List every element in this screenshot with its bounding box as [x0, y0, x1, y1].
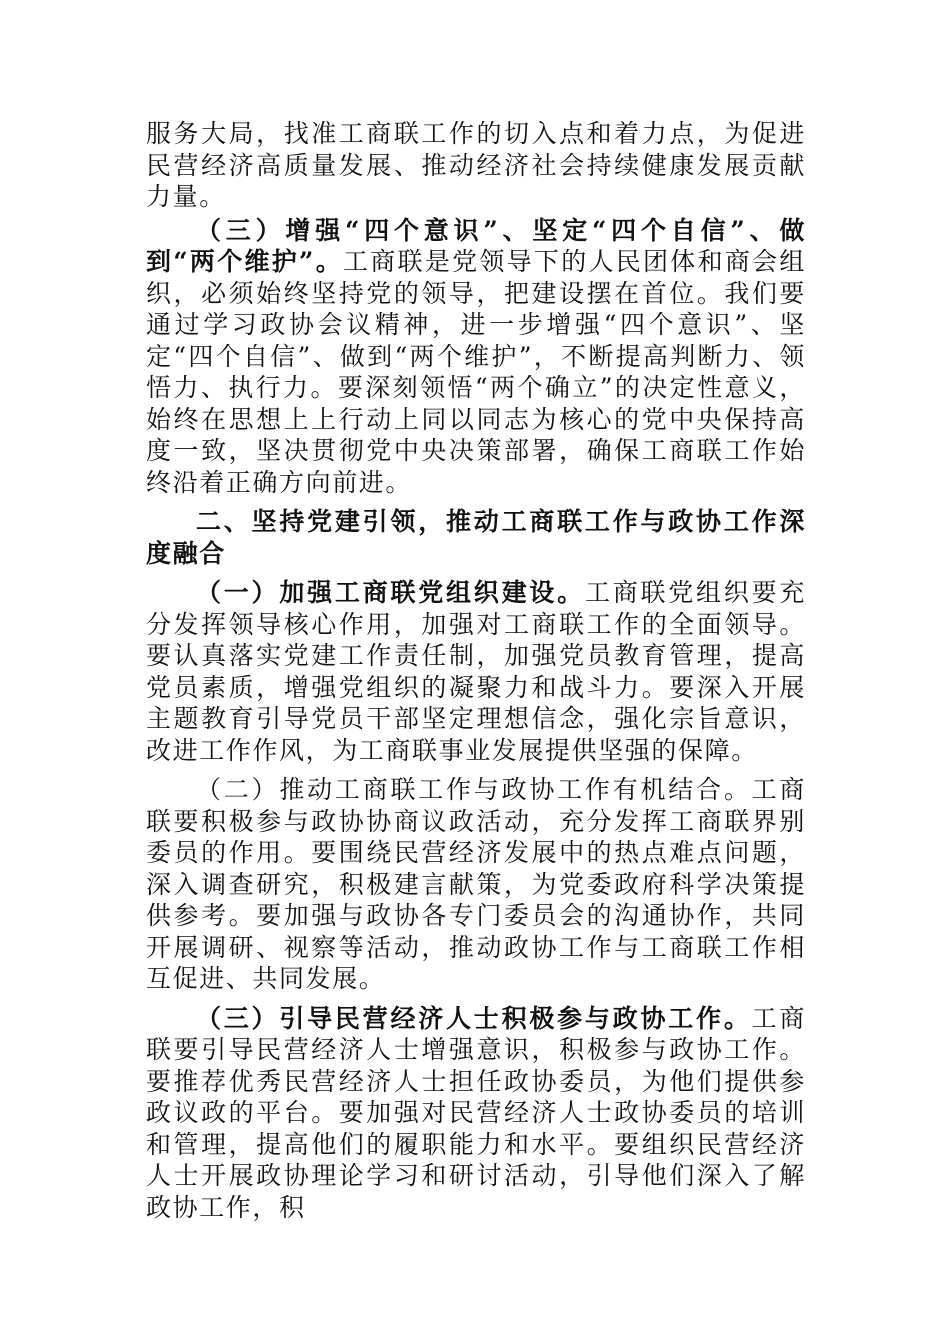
document-body — [146, 118, 806, 1223]
paragraph-combine-work — [146, 774, 806, 995]
paragraph-text: 服务大局，找准工商联工作的切入点和着力点，为促进民营经济高质量发展、推动经济社会持续健康发展贡献力量。 — [146, 119, 806, 211]
paragraph-private-economy — [146, 1003, 806, 1224]
paragraph-continuation — [146, 118, 806, 213]
paragraph-text: 工商联是党领导下的人民团体和商会组织，必须始终坚持党的领导，把建设摆在首位。我们要通过学习政协会议精神，进一步增强“四个意识”、坚定“四个自信”、做到“两个维护”，不断提高判断力、领悟力、执行力。要深刻领悟“两个确立”的决定性意义，始终在思想上上行动上同以同志为核心的党中央保持高度一致，坚决贯彻党中央决策部署，确保工商联工作始终沿着正确方向前进。 — [146, 247, 807, 497]
section-heading: 二、坚持党建引领，推动工商联工作与政协工作深度融合 — [146, 507, 806, 568]
paragraph-party-building — [146, 577, 806, 766]
paragraph-text: 工商联要引导民营经济人士增强意识，积极参与政协工作。要推荐优秀民营经济人士担任政协委员，为他们提供参政议政的平台。要加强对民营经济人士政协委员的培训和管理，提高他们的履职能力和水平。要组织民营经济人士开展政协理论学习和研讨活动，引导他们深入了解政协工作，积 — [146, 1003, 806, 1222]
paragraph-text: （二）推动工商联工作与政协工作有机结合。工商联要积极参与政协协商议政活动，充分发挥工商联界别委员的作用。要围绕民营经济发展中的热点难点问题，深入调查研究，积极建言献策，为党委政府科学决策提供参考。要加强与政协各专门委员会的沟通协作，共同开展调研、视察等活动，推动政协工作与工商联工作相互促进、共同发展。 — [146, 775, 806, 993]
paragraph-lead: （三）增强“四个意识”、坚定“四个自信”、做到“两个维护”。 — [146, 215, 806, 276]
paragraph-lead: （一）加强工商联党组织建设。 — [196, 578, 585, 607]
paragraph-four-consciousness — [146, 215, 806, 499]
paragraph-text: 工商联党组织要充分发挥领导核心作用，加强对工商联工作的全面领导。要认真落实党建工作责任制，加强党员教育管理，提高党员素质，增强党组织的凝聚力和战斗力。要深入开展主题教育引导党员干部坚定理想信念，强化宗旨意识，改进工作作风，为工商联事业发展提供坚强的保障。 — [146, 578, 806, 765]
paragraph-lead: （三）引导民营经济人士积极参与政协工作。 — [196, 1003, 752, 1033]
